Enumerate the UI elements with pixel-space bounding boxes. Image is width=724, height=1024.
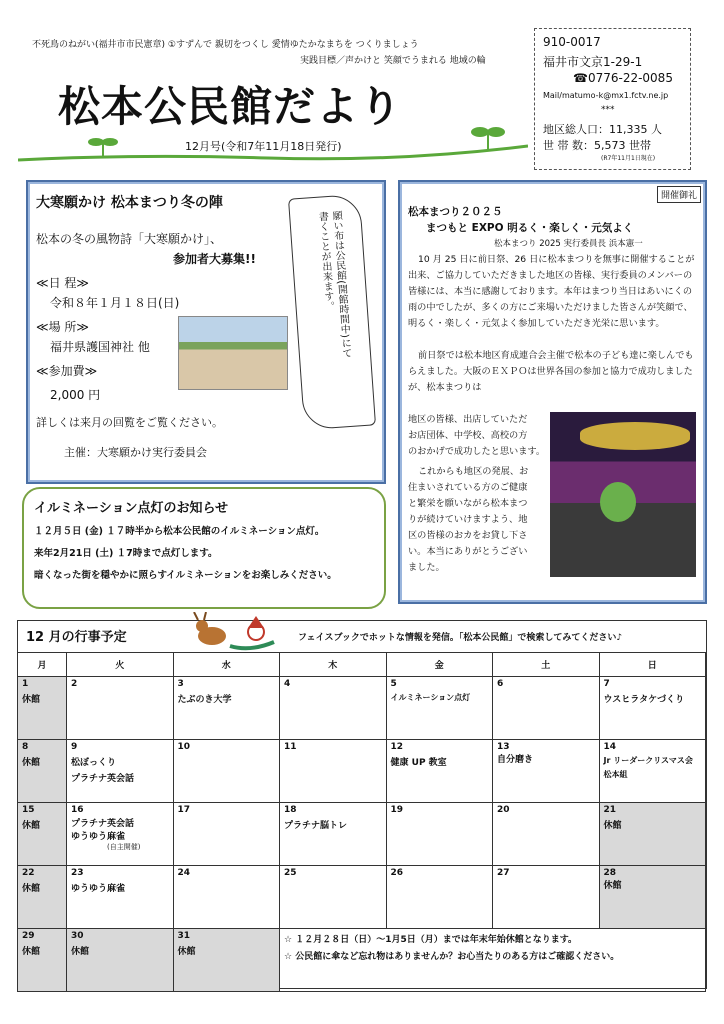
- calendar-week: [18, 803, 706, 866]
- event: 松ぼっくり: [71, 758, 117, 768]
- event: プラチナ脳トレ: [284, 821, 348, 831]
- day-cell: [173, 803, 280, 866]
- weekday-header: 水: [173, 653, 280, 677]
- fee-label: ≪参加費≫: [36, 364, 98, 378]
- illumination-line-1: １２月５日 (金) １７時半から松本公民館のイルミネーション点灯。: [34, 526, 325, 537]
- weekday-header: 土: [493, 653, 600, 677]
- postal-code: 910-0017: [543, 35, 601, 49]
- event: 休館: [22, 947, 41, 957]
- matsuri-author: 松本まつり 2025 実行委員長 浜本憲一: [494, 239, 643, 249]
- kangan-recruit: 参加者大募集!!: [173, 252, 256, 266]
- issue-date: 12月号(令和7年11月18日発行): [185, 140, 342, 153]
- text-line: のおかげで成功したと思います。: [408, 446, 546, 457]
- day-cell: [18, 929, 67, 992]
- facebook-note: フェイスブックでホットな情報を発信。「松本公民館」で検索してみてください♪: [298, 633, 623, 643]
- day-number: 26: [390, 868, 404, 878]
- day-number: 9: [71, 742, 78, 752]
- day-cell: [67, 740, 174, 803]
- day-cell: [18, 740, 67, 803]
- street-address: 福井市文京1-29-1: [543, 55, 643, 69]
- event: ウスヒラタケづくり: [603, 695, 685, 705]
- day-number: 8: [22, 742, 29, 752]
- detail-note: 詳しくは来月の回覧をご覧ください。: [36, 416, 223, 429]
- matsuri-paragraph-2: 前日祭では松本地区育成連合会主催で松本の子ども達に楽しんでもらえました。大阪のＥＸＰＯは世界各国の参加と協力で成功しましたが、松本まつりは: [408, 350, 694, 393]
- event: プラチナ英会話: [71, 819, 135, 829]
- day-cell: [173, 740, 280, 803]
- day-number: 18: [284, 805, 297, 815]
- day-cell: [599, 740, 706, 803]
- day-cell: [386, 866, 493, 929]
- kangan-title: 大寒願かけ 松本まつり冬の陣: [36, 195, 223, 211]
- day-cell: [280, 677, 387, 740]
- day-cell: [493, 740, 600, 803]
- lost-item-note: ☆ 公民館に傘など忘れ物はありませんか？お心当たりのある方はご確認ください。: [284, 952, 620, 962]
- event: 休館: [177, 947, 196, 957]
- separator: ***: [601, 105, 615, 115]
- day-cell: [280, 803, 387, 866]
- day-number: 12: [390, 742, 404, 752]
- organizer: 主催：大寒願かけ実行委員会: [64, 446, 207, 459]
- event: 休館: [22, 821, 41, 831]
- day-cell: [173, 929, 280, 992]
- illumination-title: イルミネーション点灯のお知らせ: [34, 501, 229, 516]
- weekday-header: 木: [280, 653, 387, 677]
- page-title: 松本公民館だより: [58, 82, 403, 131]
- day-number: 22: [22, 868, 35, 878]
- households: 世 帯 数：5,573 世帯: [543, 139, 651, 152]
- day-cell: [599, 677, 706, 740]
- day-number: 30: [71, 931, 84, 941]
- day-cell: [493, 803, 600, 866]
- illumination-line-2: 来年2月21日 (土) １7時まで点灯します。: [34, 548, 218, 559]
- text-line: 住まいされている方のご健康: [408, 482, 528, 493]
- weekday-header: 火: [67, 653, 174, 677]
- day-cell: [173, 866, 280, 929]
- event: 休館: [22, 884, 41, 894]
- matsuri-paragraph-1: 10 月 25 日に前日祭、26 日に松本まつりを無事に開催することが出来、ご協力していただきました地区の皆様、実行委員のメンバーの皆様には、本当に感謝しております。本年はまつり当日はあいにくの雨の中でしたが、多くの方にご来場いただけました皆さんが笑顔で、明るく・楽しく・元気よく参加していただき光栄に思います。: [408, 254, 695, 329]
- day-number: 1: [22, 679, 29, 689]
- calendar-week: [18, 740, 706, 803]
- day-number: 25: [284, 868, 297, 878]
- day-cell: [493, 677, 600, 740]
- text-line: 区の皆様のおカをお貸し下さ: [408, 530, 528, 541]
- calendar-week: [18, 866, 706, 929]
- event: ゆうゆう麻雀: [71, 832, 126, 842]
- calendar-week: [18, 677, 706, 740]
- expo-stage-photo: [550, 412, 696, 577]
- event: 休館: [22, 695, 41, 705]
- day-cell: [280, 740, 387, 803]
- day-cell: [67, 803, 174, 866]
- matsuri-title: 松本まつり２０２５: [408, 206, 503, 218]
- day-number: 19: [390, 805, 404, 815]
- event-fee: 2,000 円: [50, 388, 101, 402]
- reindeer-santa-illustration: [190, 612, 280, 654]
- event: 休館: [22, 758, 41, 768]
- day-number: 15: [22, 805, 35, 815]
- event: プラチナ英会話: [71, 774, 135, 784]
- day-number: 27: [497, 868, 510, 878]
- email: Mail/matumo-k@mx1.fctv.ne.jp: [543, 91, 669, 100]
- text-line: と繁栄を願いながら松本まつ: [408, 498, 528, 509]
- motto: 不死鳥のねがい(福井市市民憲章) ①すずんで 親切をつくし 愛情ゆたかなまちを つくりましょう: [32, 40, 419, 50]
- text-line: 地区の皆様、出店していただ: [408, 414, 528, 425]
- day-cell: [599, 866, 706, 929]
- day-cell: [386, 803, 493, 866]
- event: 自分磨き: [497, 755, 534, 765]
- event: 松本組: [603, 770, 628, 779]
- day-number: 10: [177, 742, 191, 752]
- day-number: 20: [497, 805, 510, 815]
- day-cell: [67, 866, 174, 929]
- event: 休館: [71, 947, 90, 957]
- practice-goal: 実践目標／声かけと 笑顔でうまれる 地域の輪: [300, 56, 486, 66]
- festival-photo: [178, 316, 288, 390]
- weekday-header: 月: [18, 653, 67, 677]
- event: イルミネーション点灯: [390, 693, 471, 702]
- text-line: お店団体、中学校、高校の方: [408, 430, 528, 441]
- day-number: 17: [177, 805, 191, 815]
- day-cell: [493, 866, 600, 929]
- text-line: い。本当にありがとうござい: [408, 546, 528, 557]
- day-number: 7: [603, 679, 610, 689]
- day-cell: [386, 740, 493, 803]
- thanks-tag: 開催御礼: [657, 186, 701, 203]
- event: 健康 UP 教室: [390, 758, 447, 768]
- day-number: 2: [71, 679, 78, 689]
- scroll-text-2: 書くことが出来ます。: [315, 211, 334, 312]
- phone: ☎0776-22-0085: [573, 71, 673, 85]
- day-number: 13: [497, 742, 510, 752]
- text-line: りが続けていけますよう、地: [408, 514, 528, 525]
- weekday-header: 金: [386, 653, 493, 677]
- day-number: 16: [71, 805, 84, 815]
- event-calendar: [17, 652, 706, 992]
- day-number: 21: [603, 805, 617, 815]
- matsuri-paragraph-2b: [408, 412, 553, 460]
- event: たぶのき大学: [177, 695, 232, 705]
- calendar-week: [18, 929, 706, 992]
- day-number: 14: [603, 742, 617, 752]
- event: 休館: [603, 821, 622, 831]
- address-box: [534, 28, 691, 170]
- day-cell: [18, 803, 67, 866]
- weekday-header: 日: [599, 653, 706, 677]
- illumination-box: [22, 487, 386, 609]
- day-cell: [18, 677, 67, 740]
- day-cell: [67, 929, 174, 992]
- calendar-footer-notes: [280, 929, 706, 992]
- day-number: 3: [177, 679, 184, 689]
- day-number: 11: [284, 742, 297, 752]
- day-number: 23: [71, 868, 84, 878]
- as-of-date: (R7年11月1日現在): [601, 155, 656, 162]
- day-number: 6: [497, 679, 504, 689]
- day-number: 29: [22, 931, 35, 941]
- calendar-title: 12 月の行事予定: [26, 630, 127, 645]
- illumination-line-3: 暗くなった街を穏やかに照らすイルミネーションをお楽しみください。: [34, 570, 337, 581]
- matsuri-paragraph-3: [408, 464, 553, 576]
- text-line: ました。: [408, 562, 445, 573]
- event: 休館: [603, 881, 622, 891]
- event: ゆうゆう麻雀: [71, 884, 126, 894]
- day-number: 31: [177, 931, 191, 941]
- day-cell: [67, 677, 174, 740]
- event: Jr リーダークリスマス会: [603, 756, 693, 765]
- kangan-lead: 松本の冬の風物詩「大寒願かけ」、: [36, 232, 223, 246]
- day-cell: [18, 866, 67, 929]
- day-cell: [599, 803, 706, 866]
- day-cell: [386, 677, 493, 740]
- scroll-text-1: 願い布は公民館(開館時間中)にて: [329, 210, 352, 359]
- place-label: ≪場 所≫: [36, 320, 89, 334]
- event-place: 福井県護国神社 他: [50, 340, 150, 354]
- day-number: 4: [284, 679, 291, 689]
- matsuri-subtitle: まつもと EXPO 明るく・楽しく・元気よく: [426, 222, 634, 234]
- population: 地区総人口：11,335 人: [543, 123, 662, 136]
- day-cell: [280, 866, 387, 929]
- text-line: これからも地区の発展、お: [418, 466, 529, 477]
- day-number: 5: [390, 679, 397, 689]
- date-label: ≪日 程≫: [36, 276, 89, 290]
- event-date: 令和８年１月１８日(日): [50, 296, 180, 310]
- day-number: 24: [177, 868, 191, 878]
- holiday-note: ☆ １２月２８日（日）～1月5日（月）までは年末年始休館となります。: [284, 935, 578, 945]
- day-cell: [173, 677, 280, 740]
- event-note: (自主開催): [107, 843, 141, 851]
- day-number: 28: [603, 868, 617, 878]
